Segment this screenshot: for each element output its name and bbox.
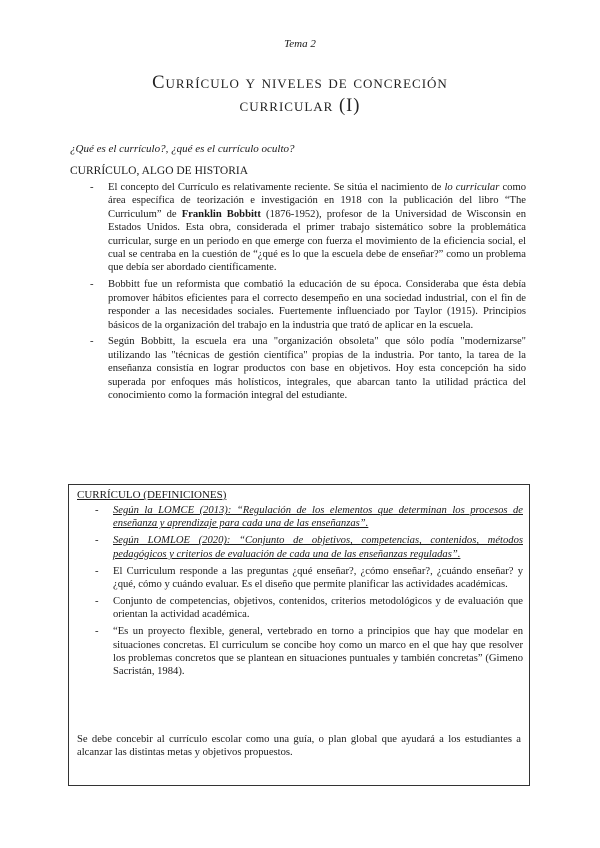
emphasis-text: lo curricular (444, 182, 500, 193)
definition-item: - El Curriculum responde a las preguntas ¿qué enseñar?, ¿cómo enseñar?, ¿cuándo enseñar? y ¿qué, cómo y cuándo evaluar. Es el diseño que permite planificar las actividades académicas. (91, 565, 523, 592)
guiding-question: ¿Qué es el currículo?, ¿qué es el currículo oculto? (70, 143, 295, 155)
page-title-line-2: curricular (I) (239, 96, 361, 116)
definitions-list (91, 504, 523, 682)
definition-item (91, 534, 523, 561)
history-item: - Según Bobbitt, la escuela era una "organización obsoleta" que sólo podía "modernizarse" utilizando las "técnicas de gestión científica" propias de la industria. Por tanto, la tarea de la enseñanza consistía en lograr productos con base en objetivos. Hoy esta concepción ha sido superada por enfoques más holísticos, integrales, que abarcan tanto la utilidad práctica del conocimiento como la formación integral del estudiante. (86, 335, 526, 402)
history-text: El concepto del Currículo es relativamente reciente. Se sitúa el nacimiento de (108, 182, 445, 193)
definitions-box (68, 484, 530, 786)
definition-lomce: Según la LOMCE (2013): “Regulación de los elementos que determinan los procesos de enseñanza y aprendizaje para cada una de las enseñanzas”. (113, 505, 523, 530)
definition-item (91, 504, 523, 531)
page-title (60, 72, 540, 118)
author-name: Franklin Bobbitt (181, 208, 261, 220)
history-text: (1876-1952), profesor de la Universidad de Wisconsin en Estados Unidos. Esta obra, considerada el primer trabajo sistemático sobre la problemática curricular, surge en un periodo en que emerge con fuerza el movimiento de la eficiencia social, el cual se centraba en la cuestión de “¿qué es lo que la escuela debe de enseñar?” como un problema que debía ser abordado científicamente. (108, 208, 527, 274)
definition-item: - Conjunto de competencias, objetivos, contenidos, criterios metodológicos y de evaluación que orientan la actividad académica. (91, 595, 523, 622)
history-list (86, 181, 526, 406)
history-item: - Bobbitt fue un reformista que combatió la educación de su época. Consideraba que ésta debía promover hábitos eficientes para el correcto desempeño en una sociedad industrial, con el fin de responder a las necesidades sociales. Fuertemente influenciado por Taylor (1915). Principios básicos de la organización del trabajo en la industria que trató de aplicar en la escuela. (86, 278, 526, 332)
definition-lomloe: Según LOMLOE (2020): “Conjunto de objetivos, competencias, contenidos, métodos pedagógicos y criterios de evaluación de cada una de las enseñanzas reguladas”. (113, 535, 523, 560)
page-title-line-1: Currículo y niveles de concreción (152, 73, 448, 93)
topic-header: Tema 2 (284, 38, 316, 50)
definitions-heading: CURRÍCULO (DEFINICIONES) (77, 489, 227, 501)
history-item (86, 181, 526, 275)
definitions-summary: Se debe concebir al currículo escolar como una guía, o plan global que ayudará a los estudiantes a alcanzar las distintas metas y objetivos propuestos. (77, 734, 521, 759)
history-heading: CURRÍCULO, ALGO DE HISTORIA (70, 165, 249, 177)
definition-item: - “Es un proyecto flexible, general, vertebrado en torno a principios que hay que modelar en situaciones concretas. El curriculum se concibe hoy como un marco en el que hay que resolver los problemas concretos que se plantean en situaciones puntuales y también concretas” (Gimeno Sacristán, 1984). (91, 625, 523, 679)
history-text: como área específica de teorización e investigación en 1918 con la publicación del libro “The Curriculum” de (108, 182, 526, 220)
